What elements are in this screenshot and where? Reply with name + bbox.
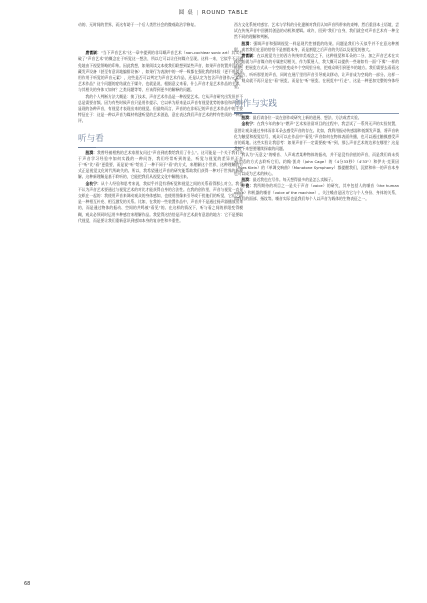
paragraph-text: 从个人经验和思考来说，我似乎并没有将听觉和视觉之间的关系看得那么对立。我也不认为声音艺术要通过与视觉艺术的对比才能获得自身的合法性。在我的创作里，声音与视觉一直是交织在一起的：我使用声音来调动观众的身体感知，也使用图像来引导或干扰他们的听觉，它们之间是一种相互补充、相互激发的关系。比如，在我的一些装置作品中，声音并不是通过扬声器播放出来的，而是通过物体的振动、空间的共鸣被“看见”的。在这样的情况下，听与看之间的界限变得模糊，观众必须同时运用多种感官来理解作品。我觉得这恰恰是声音艺术最有意思的地方：它不是要取代视觉，而是要让我们重新意识到感知本身的复杂性和多重性。 <box>78 181 244 223</box>
heading-rule <box>78 147 243 148</box>
heading-rule <box>234 113 399 114</box>
right-column <box>234 22 399 202</box>
speaker-name: 殷漪： <box>85 150 98 155</box>
paragraph <box>234 121 399 152</box>
speaker-name: 殷漪： <box>241 178 253 183</box>
paragraph <box>78 50 243 93</box>
heading-rule-accent <box>78 147 96 148</box>
speaker-name: 殷漪： <box>241 116 253 121</box>
paragraph <box>234 183 399 202</box>
speaker-name: 叶瓷： <box>241 184 254 189</box>
intro-paragraph: 动的、无时间的世界，而这有助于一个后人类世社会的微观政治学修复。 <box>78 23 199 27</box>
header-separator: | <box>196 10 199 16</box>
section-label-cn: 圆 桌 <box>178 10 194 16</box>
running-head <box>0 8 427 16</box>
paragraph <box>234 41 399 53</box>
section-label-en: ROUND TABLE <box>201 10 249 16</box>
speaker-name: 唐耆颖： <box>85 51 101 56</box>
speaker-name: 唐耆颖： <box>241 54 257 59</box>
paragraph-text: 我曾经被相熟的艺术家朋友问过“声音到底教给我们了什么”。这可能是一个关于我们关于声音学习经验中如何实践的一种问答，我们经常听到的是，听觉与视觉的差异并不在于“听”比“看”更重要，而是说“听”给出了一种不同于“看”的方式，来理解这个世界，这种理解的方式正是视觉文化时代所缺失的。所以，我希望通过声音的研究能帮助我们获得一种对于世界的新理解。这种新理解是基于聆听的，它能把我们从视觉文化中解脱出来。 <box>78 150 243 180</box>
paragraph <box>234 53 399 90</box>
section-heading-listening-seeing <box>78 134 243 148</box>
paragraph-text: 在以视觉为主的西方传统审美观念之下，这种视觉和耳朵的二分，加之声音艺术在实践初始就与声音媒介的专属密切相关，作为策展人，我大概可以提供一些诸如有一面“下雾”一样的办法，把展览方式从一个空间里变成多个空间里分布，把观众吸引到更多的地方。我们需要去看看这些地方，听听那里的声音，同时在展厅里用声音引导观众移动，让声音成为空间的一部分。这样一来，观众就不再只是在“看”展览，而是在“听”展览、在展览中“行走”，这是一种更加完整的身体经验。 <box>234 54 400 90</box>
paragraph-text: 在我今年的参与“燃声”艺术家驻留项目的过程中，我尝试了一系列无声的实验装置，意图让观众通过身体而非耳朵去感受声音的存在。比如，我利用振动传感器和低频发声器，将声音转化为触觉和视觉信号，观众可以在作品中“看见”声音如何在物体表面传播，也可以通过触摸感受声音的质地。这些实验让我思考：如果声音不一定需要被“听”到，那么声音艺术的边界在哪里？这是我接下来想要继续探索的问题。 <box>234 122 400 152</box>
paragraph-text: 最后请各位一谈在创作或研究上新的进展、想法、方法或者实验。 <box>252 116 362 121</box>
paragraph-text: 最近我也在写作。每天想得最多的是怎么卖稿子。 <box>252 178 336 183</box>
paragraph <box>78 181 243 224</box>
paragraph: 西方文化系统对感官、艺术与学科的分化建制对我们认知声音所带来的束缚，然后重回本土语境，尝试在传统声音中回溯其创造的动机和逻辑。或许，回到“我们”自身，我们就会对声音艺术有一种全然不同的理解和判断。 <box>234 23 400 40</box>
paragraph-text: 我所期待的项目之一是关于声音（voice）的研究，其中包括人的嗓音（the human voice）和机器的嗓音（voice of the machine）。关注嗓音是因为它与个人身份、身体的关系，如我们的面部、指纹等。嗓音实际也是我们每个人以声音为载体的生物表征之一。 <box>234 184 399 201</box>
paragraph <box>78 150 243 181</box>
section-heading-creation-practice <box>234 99 399 113</box>
paragraph: 我认为“无意义”的噪音、人声或者某种物体的振动，并不是没有价值的声音，而是我们尚未找到合适的方式去聆听它们。约翰·凯奇（John Cage）的《4分33秒》（4'33"）和伊夫·克莱因（Yves Klein）的《单调交响曲》（Monotone Symphony）都提醒我们，沉默和单一的声音本身也可以成为艺术的核心。 <box>234 153 399 177</box>
paragraph: 我的个人判断方法大概是：换了技术，声音艺术作品是一种视觉艺术。它从声音研究出发但并不总是需要音频。因为有些时候声音只是用作提示，它以单为原来是以声音有视觉优势的体验和声音而显现的各种声音，有视觉才表现出来的视觉。但最终而言，声音的在非标记的声音艺术作品中的主要特征在于：这是一种以声音为媒材构建听觉的艺术创造，意在表达我们声音艺术的特有性质的一种批评。 <box>78 94 244 124</box>
heading-rule-accent <box>234 112 252 113</box>
paragraph-text: “当下声音艺术”这一章中提到的非耳蜗声音艺术（non-cochlear sonic art）其实打破了“声音艺术”的概念在于听觉这一想法，所以它可以让任何媒介呈现。这样一来，它似乎不可避免地由下视觉领略的印象。因此我想，如果阅读文本使我们联想到某些声音，如果声音装置并没有隐藏发声设备（甚至有意识地编排设备），如果行为表演中的一呼一吸都在强化我的体验（更不用提采用作用于听觉的声音元素），这些是否可以判定为声音艺术作品，还是认定为包含声音创作/元素的艺术作品？这个问题的症结就在于媒介，也就是说，根据意义来看，什么声音才是艺术作品的主体，与其相关的身体又如何？之类问题等等，应该得到更多的解释的问题。 <box>78 51 244 93</box>
left-column <box>78 22 243 224</box>
speaker-name: 金枝宁： <box>241 122 257 127</box>
speaker-name: 殷漪： <box>241 41 254 46</box>
speaker-name: 金枝宁： <box>85 181 101 186</box>
paragraph-text: 强调声音和强调视觉一样是现代性割裂的结果。问题是我们今天似乎并不在意这种割裂。或者我们在意的恰恰不是割裂本身，而是割裂之后声音的失语以及视觉的独大。 <box>234 41 399 52</box>
page-number: 68 <box>24 581 31 587</box>
section-heading-text: 听与看 <box>78 133 104 144</box>
section-heading-text: 创作与实践 <box>234 99 277 110</box>
